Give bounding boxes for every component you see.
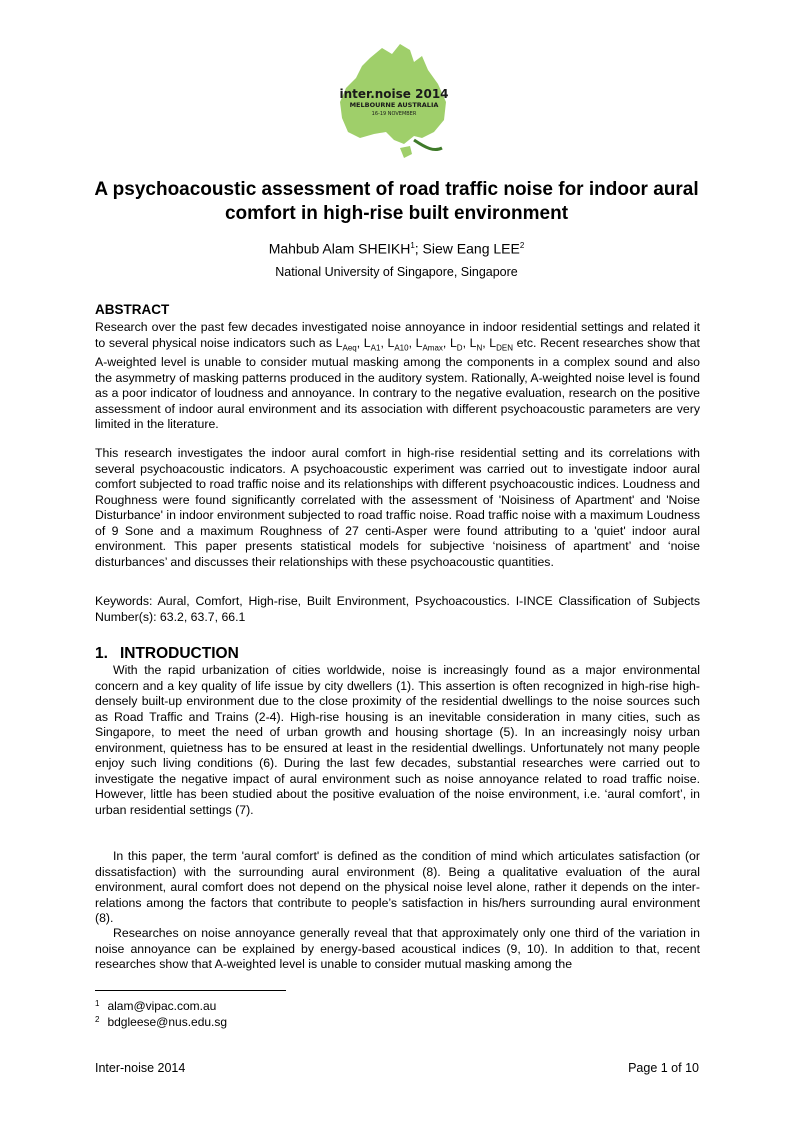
title-line1: A psychoacoustic assessment of road traffic noise for indoor aural [94,179,699,200]
keywords [95,594,700,625]
separator: , L [482,335,497,350]
section-number: 1. [95,645,108,662]
author-2-mark: 2 [519,241,525,250]
logo-line3: 16-19 NOVEMBER [371,111,417,117]
footnote-email[interactable]: bdgleese@nus.edu.sg [107,1015,228,1029]
footer-conference: Inter-noise 2014 [95,1061,186,1075]
intro-paragraph-2 [95,849,700,927]
separator: , L [442,335,457,350]
abstract-paragraph-2 [95,446,700,570]
intro-paragraph-1 [95,663,700,818]
footer-page-number: Page 1 of 10 [628,1061,699,1075]
subscript: Amax [422,342,443,352]
body-text: With the rapid urbanization of cities worldwide, noise is increasingly found as a major environmental concern and a key quality of life issue by city dwellers (1). This assertion is often recognized in high-rise high-densely built-up environment due to the close proximity of the residential dwellings to the noise sources such as Road Traffic and Trains (2-4). High-rise housing is an inevitable consideration in many cities, such as Singapore, to meet the need of urban growth and housing shortage (5). In an increasingly noisy urban environment, quietness has to be ensured at least in the residential dwellings. Unfortunately not many people enjoy such living conditions (6). During the last few decades, substantial researches were carried out to investigate the negative impact of aural environment such as noise annoyance related to road traffic noise. However, little has been studied about the positive evaluation of the noise environment, i.e. ‘aural comfort’, in urban residential settings (7). [95,663,700,817]
subscript: D [456,342,463,352]
abstract-text: This research investigates the indoor aural comfort in high-rise residential setting and its correlations with several psychoacoustic indicators. A psychoacoustic experiment was carried out to investigate indoor aural comfort subjected to road traffic noise and its relationships with different psychoacoustic indices. Loudness and Roughness were found significantly correlated with the assessment of 'Noisiness of Apartment' and 'Noise Disturbance' in indoor environment subjected to road traffic noise. Road traffic noise with a maximum Loudness of 9 Sone and a maximum Roughness of 27 centi-Asper were found attributing to a 'quiet' indoor aural environment. This paper presents statistical models for subjective ‘noisiness of apartment’ and ‘noise disturbances’ and discusses their relationships with these psychoacoustic quantities. [95,446,700,569]
separator: , L [380,335,395,350]
footnote-divider [95,990,286,991]
subscript: A10 [394,342,409,352]
author-separator: ; [414,240,423,257]
footnote-mark: 2 [95,1015,100,1024]
body-text: In this paper, the term 'aural comfort' is defined as the condition of mind which articulates satisfaction (or dissatisfaction) with the surrounding aural environment (8). Being a qualitative evaluation of the aural environment, aural comfort does not depend on the physical noise level alone, rather it depends on the inter-relations among the factors that contribute to people’s satisfaction in his/hers surrounding aural environment (8). [95,849,700,925]
australia-map-icon [330,40,458,164]
intro-paragraph-3 [95,926,700,973]
abstract-paragraph-1 [95,320,700,433]
footnote-mark: 1 [95,999,100,1008]
body-text: Researches on noise annoyance generally reveal that that approximately only one third of the variation in noise annoyance can be explained by energy-based acoustical indices (9, 10). In addition to that, recent researches show that A-weighted level is unable to consider mutual masking among the [95,926,700,971]
abstract-text: etc. Recent researches show that A-weighted level is unable to consider mutual masking among the components in a complex sound and also the asymmetry of masking patterns produced in the auditory system. Rationally, A-weighted noise level is found as a poor indicator of loudness and annoyance. In contrary to the negative evaluation, research on the positive assessment of indoor aural environment and its association with different psychoacoustic parameters are very limited in the literature. [95,335,700,432]
author-1: Mahbub Alam SHEIKH [268,240,411,257]
logo-line2: MELBOURNE AUSTRALIA [349,101,439,109]
conference-logo [330,40,458,164]
footnote-email[interactable]: alam@vipac.com.au [107,999,217,1013]
section-title: INTRODUCTION [119,645,239,662]
subscript: Aeq [342,342,357,352]
keywords-text: Keywords: Aural, Comfort, High-rise, Built Environment, Psychoacoustics. I-INCE Classification of Subjects Number(s): 63.2, 63.7, 66.1 [95,594,700,624]
subscript: A1 [370,342,381,352]
paper-title [80,178,713,226]
logo-line1: inter.noise 2014 [339,87,449,101]
author-2: Siew Eang LEE [422,240,520,257]
title-line2: comfort in high-rise built environment [224,203,569,224]
section-heading [95,645,251,663]
footnote-2 [95,1012,227,1030]
subscript: DEN [496,342,514,352]
abstract-heading: ABSTRACT [95,302,170,317]
separator: , L [408,335,423,350]
abstract-text: Research over the past few decades investigated noise annoyance in indoor residential settings and related it to several physical noise indicators such as L [95,320,700,350]
subscript: N [476,342,483,352]
author-1-mark: 1 [410,241,415,250]
separator: , L [462,335,477,350]
affiliation: National University of Singapore, Singapore [275,265,518,279]
separator: , L [356,335,371,350]
author-list [80,237,713,258]
